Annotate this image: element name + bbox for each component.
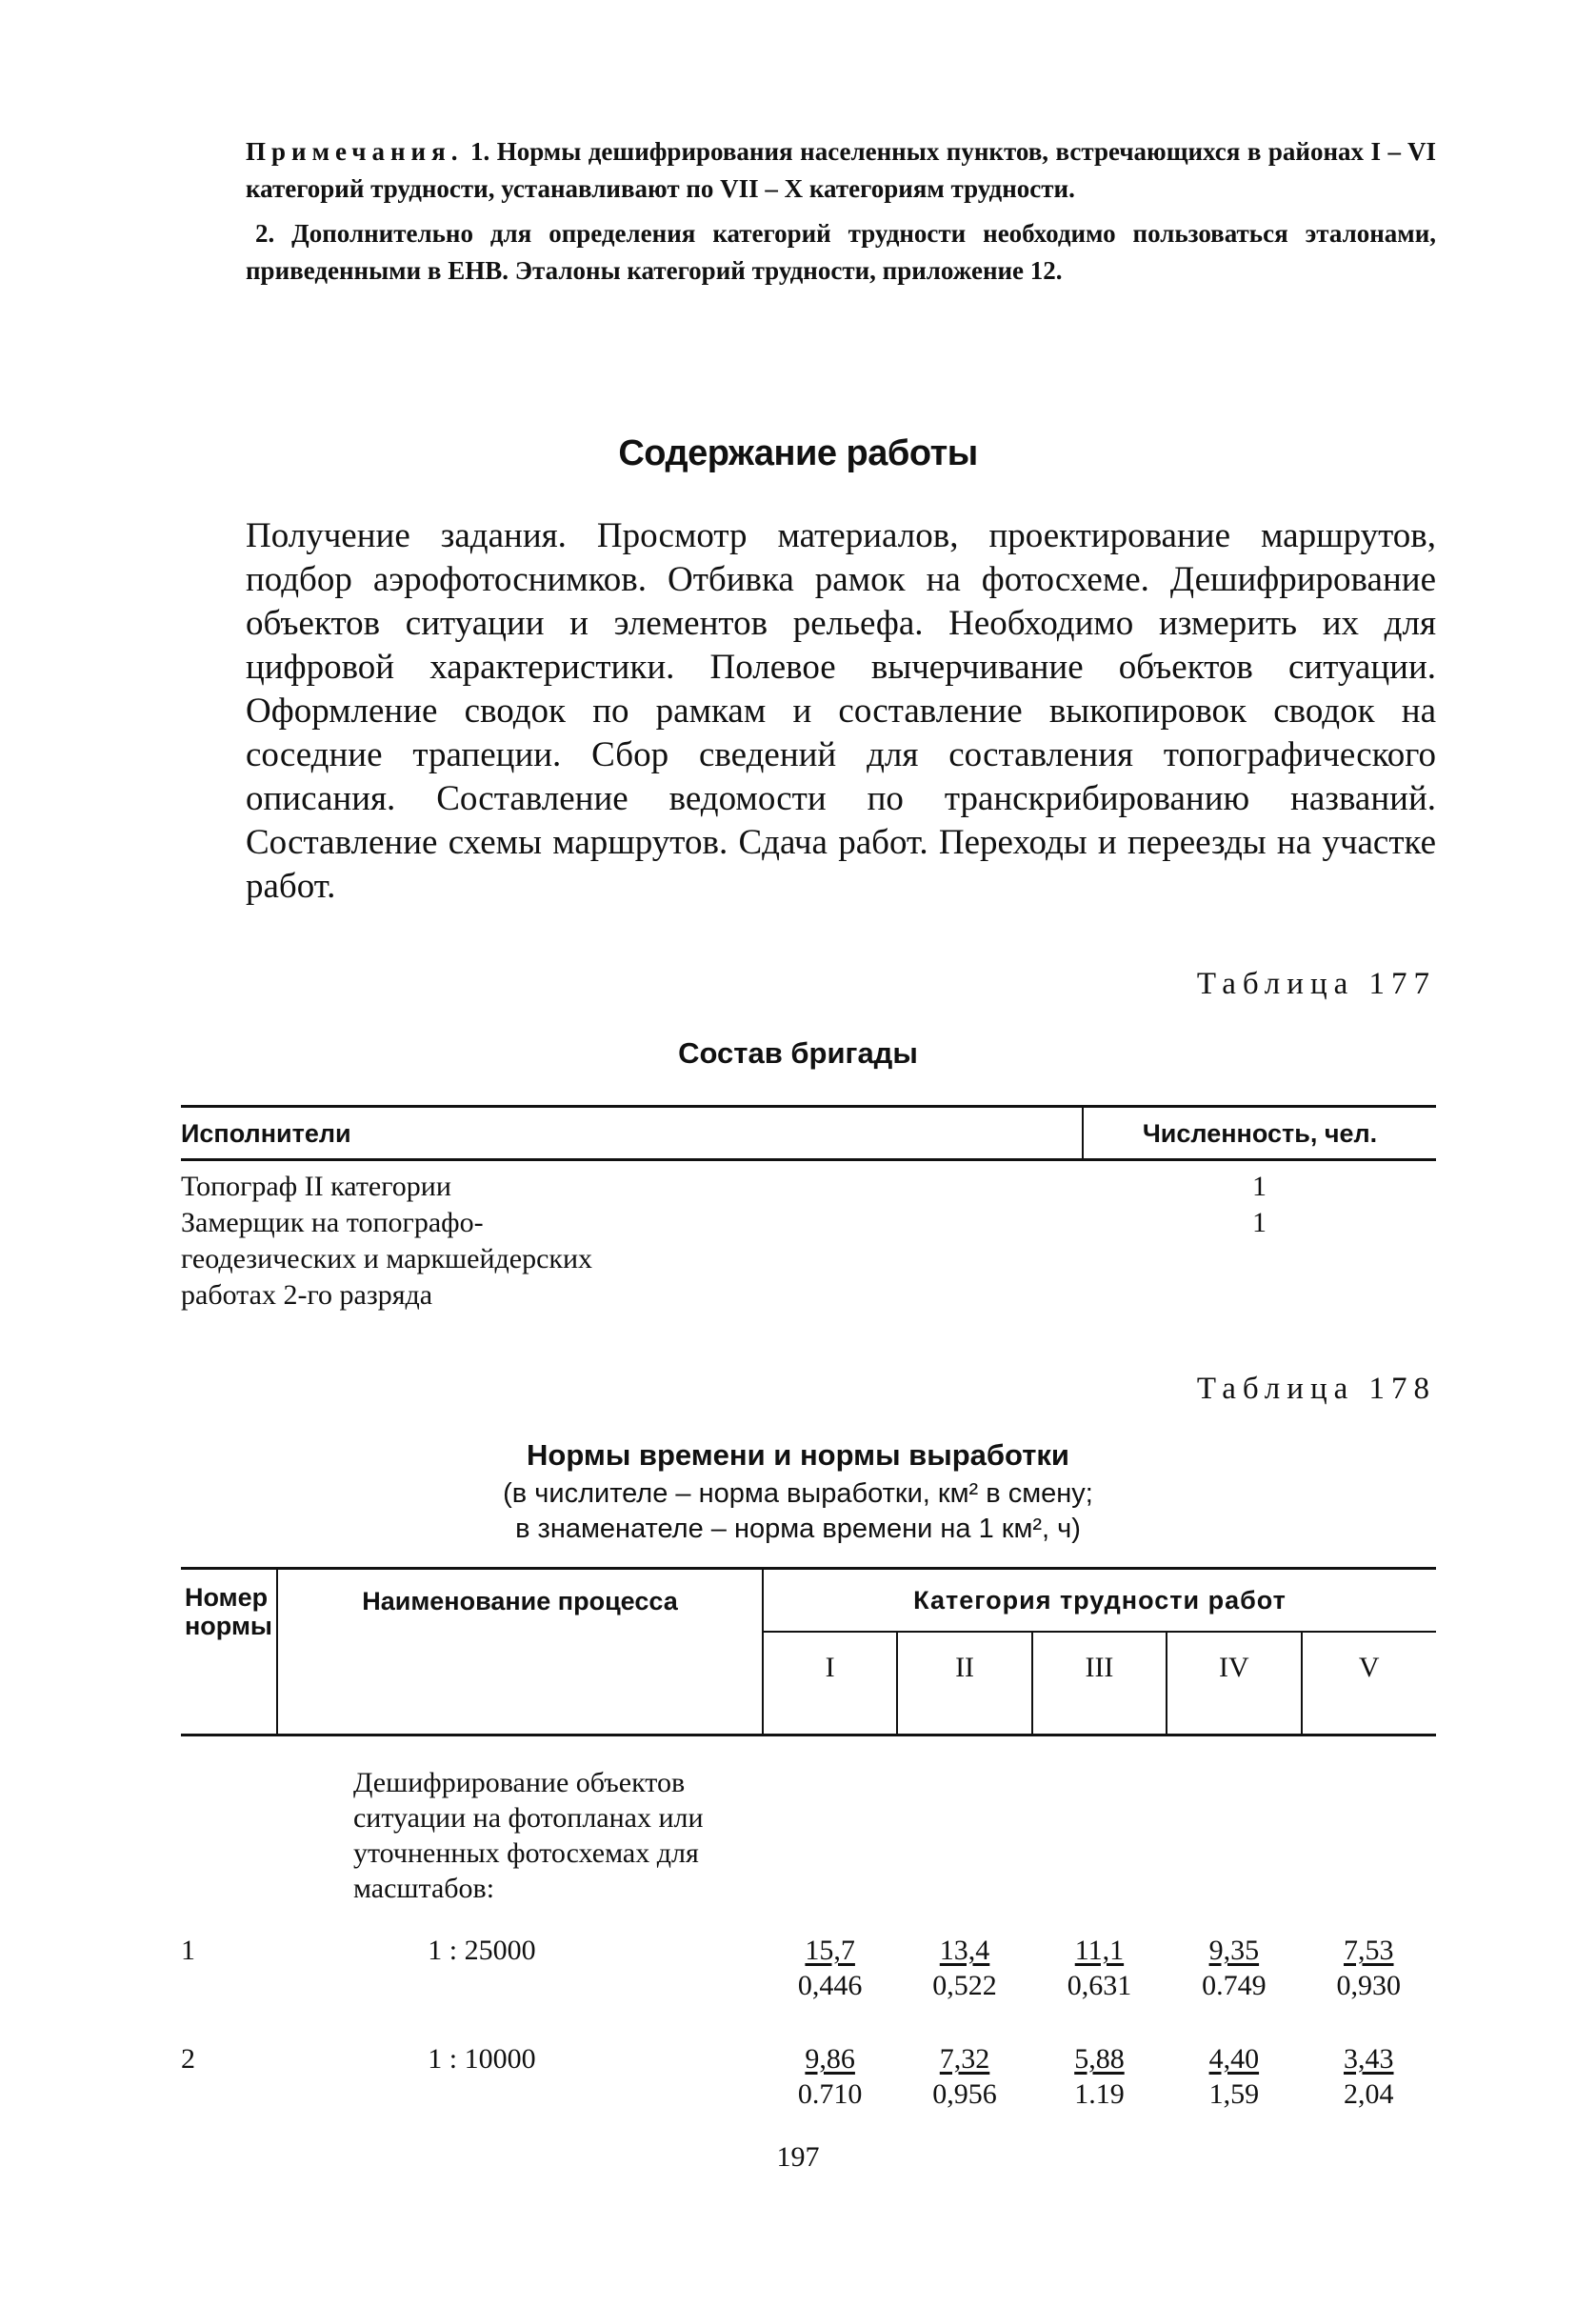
- work-content-text: Получение задания. Просмотр материалов, проектирование маршрутов, подбор аэрофотоснимков. Отбивка рамок на фотосхеме. Дешифрирование объектов ситуации и элементов рельефа. Необходимо измерить их для цифровой характеристики. Полевое вычерчивание объектов ситуации. Оформление сводок по рамкам и составление выкопировок сводок на соседние трапеции. Сбор сведений для составления топографического описания. Составление ведомости по транскрибированию названий. Составление схемы маршрутов. Сдача работ. Переходы и переезды на участке работ.: [246, 516, 1436, 906]
- table-row: [181, 2043, 1436, 2152]
- header-category-5: V: [1302, 1632, 1436, 1735]
- process-description: Дешифрирование объектов ситуации на фотопланах или уточненных фотосхемах для масштабов:: [352, 1767, 704, 1904]
- value-cell: [1167, 1935, 1301, 2043]
- time-norm: 2,04: [1344, 2078, 1394, 2110]
- value-cell: [897, 1935, 1031, 2043]
- output-norm: 7,32: [939, 2043, 990, 2075]
- header-count: Численность, чел.: [1083, 1107, 1436, 1160]
- header-category-2: II: [897, 1632, 1031, 1735]
- table-row: [181, 1205, 1436, 1314]
- header-category-3: III: [1032, 1632, 1167, 1735]
- header-category-4: IV: [1167, 1632, 1301, 1735]
- table-178: [181, 1567, 1436, 2152]
- norm-number: 2: [181, 2043, 195, 2075]
- output-norm: 9,35: [1208, 1935, 1260, 1966]
- count-cell: 1: [1252, 1171, 1267, 1202]
- header-difficulty-category: Категория трудности работ: [763, 1569, 1436, 1633]
- time-norm: 0.749: [1202, 1970, 1267, 2001]
- table-177-caption: Состав бригады: [678, 1036, 918, 1070]
- note-2: 2. Дополнительно для определения категорий трудности необходимо пользоваться эталонами, приведенными в ЕНВ. Эталоны категорий трудности, приложение 12.: [246, 219, 1436, 285]
- time-norm: 0,446: [797, 1970, 863, 2001]
- header-process-name: Наименование процесса: [277, 1569, 763, 1735]
- table-177: [181, 1105, 1436, 1314]
- table-178-subcaption-2: в знаменателе – норма времени на 1 км², ч): [515, 1514, 1081, 1544]
- norm-number: 1: [181, 1935, 195, 1966]
- value-cell: [897, 2043, 1031, 2152]
- table-178-label: Таблица 178: [1196, 1372, 1436, 1406]
- output-norm: 7,53: [1344, 1935, 1394, 1966]
- value-cell: [1032, 1935, 1167, 2043]
- value-cell: [1302, 2043, 1436, 2152]
- output-norm: 3,43: [1344, 2043, 1394, 2075]
- header-norm-number: Номер нормы: [181, 1569, 277, 1735]
- value-cell: [763, 1935, 897, 2043]
- time-norm: 0,930: [1336, 1970, 1402, 2001]
- count-cell: 1: [1252, 1207, 1267, 1238]
- time-norm: 0,631: [1067, 1970, 1132, 2001]
- notes-block: [246, 133, 1436, 290]
- performer-cell: Топограф II категории: [181, 1171, 451, 1202]
- section-title: Содержание работы: [618, 433, 978, 473]
- header-performers: Исполнители: [181, 1107, 1083, 1160]
- output-norm: 13,4: [939, 1935, 990, 1966]
- value-cell: [763, 2043, 897, 2152]
- table-178-subcaption-1: (в числителе – норма выработки, км² в смену;: [503, 1478, 1093, 1509]
- performer-cell: Замерщик на топографо-геодезических и маркшейдерских работах 2-го разряда: [181, 1207, 593, 1311]
- value-cell: [1032, 2043, 1167, 2152]
- value-cell: [1302, 1935, 1436, 2043]
- scale-cell: 1 : 25000: [428, 1935, 536, 1966]
- header-category-1: I: [763, 1632, 897, 1735]
- notes-heading: Примечания.: [246, 137, 464, 166]
- note-1-text: 1. Нормы дешифрирования населенных пунктов, встречающихся в районах I – VI категорий трудности, устанавливают по VII – X категориям трудности.: [246, 137, 1436, 203]
- table-row: [181, 1735, 1436, 1936]
- table-178-caption: Нормы времени и нормы выработки: [527, 1438, 1069, 1472]
- value-cell: [1167, 2043, 1301, 2152]
- output-norm: 11,1: [1074, 1935, 1125, 1966]
- table-177-label: Таблица 177: [1196, 967, 1436, 1001]
- work-content-paragraph: [246, 514, 1436, 909]
- time-norm: 0.710: [797, 2078, 863, 2110]
- output-norm: 5,88: [1074, 2043, 1125, 2075]
- output-norm: 9,86: [805, 2043, 855, 2075]
- scale-cell: 1 : 10000: [428, 2043, 536, 2075]
- table-row: [181, 1160, 1436, 1206]
- table-row: [181, 1935, 1436, 2043]
- output-norm: 15,7: [805, 1935, 855, 1966]
- time-norm: 1,59: [1208, 2078, 1260, 2110]
- time-norm: 0,522: [932, 1970, 997, 2001]
- output-norm: 4,40: [1208, 2043, 1260, 2075]
- time-norm: 0,956: [932, 2078, 997, 2110]
- page-number: 197: [776, 2141, 820, 2173]
- time-norm: 1.19: [1074, 2078, 1125, 2110]
- note-1: [246, 133, 1436, 208]
